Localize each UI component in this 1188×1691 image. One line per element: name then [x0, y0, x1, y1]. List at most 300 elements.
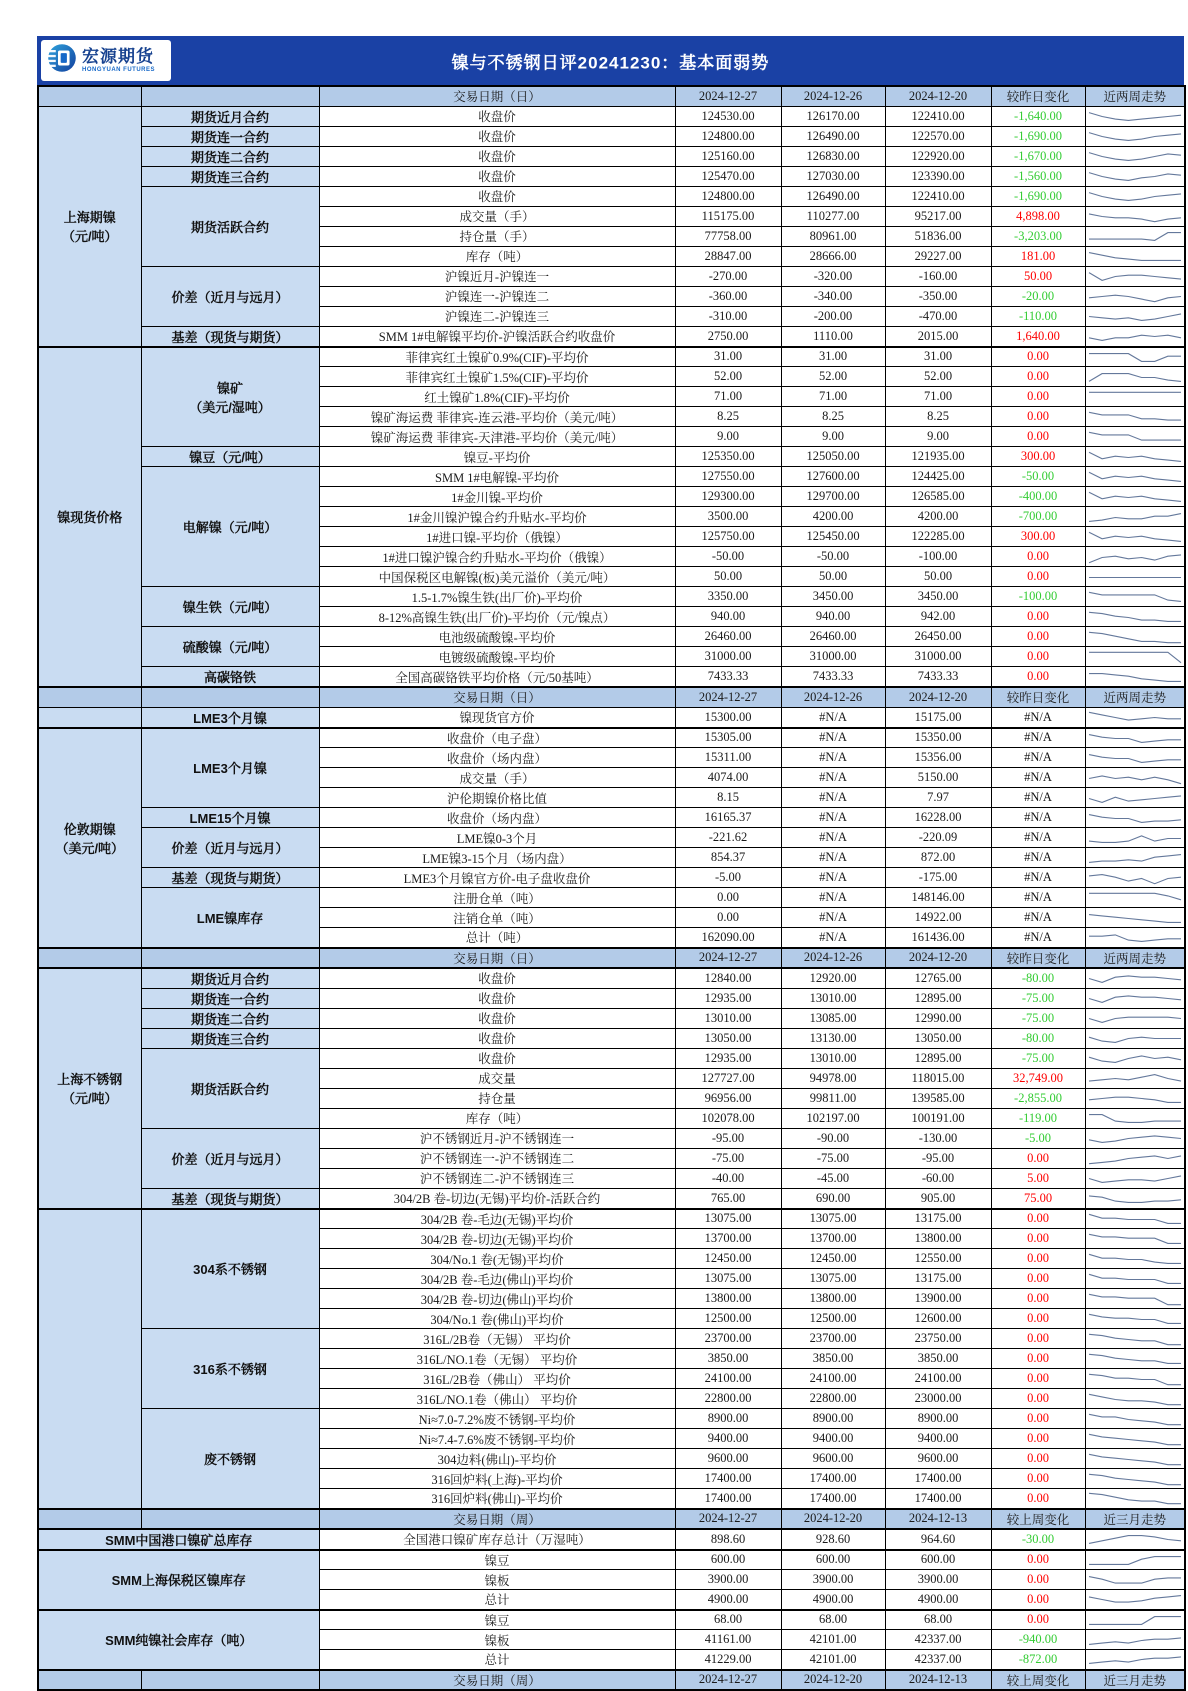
- value-cell: 15311.00: [675, 748, 781, 768]
- change-cell: -75.00: [991, 1008, 1085, 1028]
- value-cell: 0.00: [675, 908, 781, 928]
- value-cell: 129300.00: [675, 487, 781, 507]
- value-cell: 26460.00: [675, 627, 781, 647]
- value-cell: 161436.00: [885, 928, 991, 948]
- indicator-cell: 316L/2B卷（佛山） 平均价: [319, 1369, 675, 1389]
- value-cell: 8.25: [675, 407, 781, 427]
- change-cell: 0.00: [991, 547, 1085, 567]
- change-cell: 0.00: [991, 1289, 1085, 1309]
- change-cell: -1,670.00: [991, 146, 1085, 166]
- subcategory-cell: 基差（现货与期货）: [141, 1188, 319, 1209]
- sparkline-cell: [1085, 1409, 1185, 1429]
- trade-date-header: 交易日期（日）: [319, 86, 675, 106]
- subcategory-cell: 高碳铬铁: [141, 667, 319, 688]
- value-cell: 13075.00: [781, 1209, 885, 1229]
- indicator-cell: 304/No.1 卷(无锡)平均价: [319, 1249, 675, 1269]
- header-spacer-cell: [141, 1509, 319, 1529]
- value-cell: -270.00: [675, 266, 781, 286]
- change-cell: #N/A: [991, 828, 1085, 848]
- value-cell: 8.25: [781, 407, 885, 427]
- change-column-header: 较昨日变化: [991, 86, 1085, 106]
- value-cell: 29227.00: [885, 246, 991, 266]
- change-cell: -50.00: [991, 467, 1085, 487]
- value-cell: 110277.00: [781, 206, 885, 226]
- value-cell: 115175.00: [675, 206, 781, 226]
- value-cell: 9600.00: [885, 1449, 991, 1469]
- indicator-cell: 304/2B 卷-毛边(无锡)平均价: [319, 1209, 675, 1229]
- trend-column-header: 近两周走势: [1085, 948, 1185, 968]
- value-cell: 3900.00: [675, 1570, 781, 1590]
- indicator-cell: 沪镍近月-沪镍连一: [319, 266, 675, 286]
- sparkline-cell: [1085, 748, 1185, 768]
- indicator-cell: 316L/NO.1卷（无锡） 平均价: [319, 1349, 675, 1369]
- header-spacer-cell: [141, 687, 319, 707]
- change-cell: 0.00: [991, 647, 1085, 667]
- indicator-cell: 库存（吨）: [319, 246, 675, 266]
- change-cell: 1,640.00: [991, 326, 1085, 347]
- value-cell: 12990.00: [885, 1008, 991, 1028]
- sparkline-cell: [1085, 647, 1185, 667]
- sparkline-cell: [1085, 467, 1185, 487]
- change-cell: 0.00: [991, 1329, 1085, 1349]
- change-cell: 0.00: [991, 387, 1085, 407]
- indicator-cell: 总计: [319, 1650, 675, 1670]
- value-cell: 15350.00: [885, 728, 991, 748]
- value-cell: -130.00: [885, 1128, 991, 1148]
- value-cell: 15175.00: [885, 707, 991, 728]
- value-cell: 125160.00: [675, 146, 781, 166]
- value-cell: 31000.00: [675, 647, 781, 667]
- sparkline-cell: [1085, 1148, 1185, 1168]
- subcategory-cell: 基差（现货与期货）: [141, 326, 319, 347]
- value-cell: 15356.00: [885, 748, 991, 768]
- subcategory-cell: 期货连二合约: [141, 146, 319, 166]
- date-column-header: 2024-12-26: [781, 687, 885, 707]
- sparkline-cell: [1085, 487, 1185, 507]
- date-column-header: 2024-12-27: [675, 948, 781, 968]
- change-cell: 300.00: [991, 447, 1085, 467]
- value-cell: 7433.33: [781, 667, 885, 688]
- indicator-cell: 电池级硫酸镍-平均价: [319, 627, 675, 647]
- value-cell: 50.00: [781, 567, 885, 587]
- value-cell: 122410.00: [885, 106, 991, 126]
- sparkline-cell: [1085, 1088, 1185, 1108]
- value-cell: 17400.00: [781, 1489, 885, 1509]
- value-cell: 24100.00: [675, 1369, 781, 1389]
- subcategory-cell: 期货连一合约: [141, 126, 319, 146]
- value-cell: 3850.00: [885, 1349, 991, 1369]
- value-cell: 52.00: [781, 367, 885, 387]
- value-cell: 12935.00: [675, 1048, 781, 1068]
- sparkline-cell: [1085, 447, 1185, 467]
- value-cell: 3900.00: [781, 1570, 885, 1590]
- change-cell: #N/A: [991, 788, 1085, 808]
- sparkline-cell: [1085, 1329, 1185, 1349]
- value-cell: 77758.00: [675, 226, 781, 246]
- value-cell: 126490.00: [781, 126, 885, 146]
- value-cell: 942.00: [885, 607, 991, 627]
- value-cell: 17400.00: [675, 1469, 781, 1489]
- value-cell: 52.00: [675, 367, 781, 387]
- value-cell: 13050.00: [885, 1028, 991, 1048]
- value-cell: 13010.00: [781, 1048, 885, 1068]
- indicator-cell: SMM 1#电解镍平均价-沪镍活跃合约收盘价: [319, 326, 675, 347]
- value-cell: 872.00: [885, 848, 991, 868]
- value-cell: 13010.00: [675, 1008, 781, 1028]
- change-cell: -100.00: [991, 587, 1085, 607]
- change-cell: -2,855.00: [991, 1088, 1085, 1108]
- indicator-cell: 304/2B 卷-毛边(佛山)平均价: [319, 1269, 675, 1289]
- sparkline-cell: [1085, 206, 1185, 226]
- change-cell: 0.00: [991, 1590, 1085, 1610]
- sparkline-cell: [1085, 246, 1185, 266]
- value-cell: 9600.00: [781, 1449, 885, 1469]
- subcategory-cell: 价差（近月与远月）: [141, 266, 319, 326]
- value-cell: 9.00: [781, 427, 885, 447]
- subcategory-cell: 期货近月合约: [141, 968, 319, 989]
- value-cell: 13075.00: [675, 1209, 781, 1229]
- sparkline-cell: [1085, 1168, 1185, 1188]
- indicator-cell: 镍豆: [319, 1610, 675, 1630]
- trend-column-header: 近三月走势: [1085, 1509, 1185, 1529]
- category-cell: 上海不锈钢 （元/吨）: [38, 968, 141, 1209]
- subcategory-cell: 废不锈钢: [141, 1409, 319, 1509]
- subcategory-cell: 电解镍（元/吨）: [141, 467, 319, 587]
- sparkline-cell: [1085, 888, 1185, 908]
- change-cell: 0.00: [991, 1610, 1085, 1630]
- value-cell: 2750.00: [675, 326, 781, 347]
- header-spacer-cell: [38, 687, 141, 707]
- change-column-header: 较上周变化: [991, 1509, 1085, 1529]
- change-cell: -400.00: [991, 487, 1085, 507]
- sparkline-cell: [1085, 1389, 1185, 1409]
- sparkline-cell: [1085, 1269, 1185, 1289]
- value-cell: -75.00: [781, 1148, 885, 1168]
- sparkline-cell: [1085, 988, 1185, 1008]
- value-cell: 100191.00: [885, 1108, 991, 1128]
- sparkline-cell: [1085, 627, 1185, 647]
- value-cell: 102078.00: [675, 1108, 781, 1128]
- value-cell: 5150.00: [885, 768, 991, 788]
- date-column-header: 2024-12-27: [675, 1670, 781, 1690]
- sparkline-cell: [1085, 1229, 1185, 1249]
- indicator-cell: 持仓量: [319, 1088, 675, 1108]
- value-cell: 12450.00: [781, 1249, 885, 1269]
- sparkline-cell: [1085, 667, 1185, 688]
- change-cell: 0.00: [991, 627, 1085, 647]
- indicator-cell: 收盘价: [319, 988, 675, 1008]
- value-cell: 964.60: [885, 1529, 991, 1550]
- sparkline-cell: [1085, 1249, 1185, 1269]
- change-column-header: 较昨日变化: [991, 687, 1085, 707]
- sparkline-cell: [1085, 1028, 1185, 1048]
- value-cell: 23750.00: [885, 1329, 991, 1349]
- value-cell: 23700.00: [675, 1329, 781, 1349]
- value-cell: #N/A: [781, 908, 885, 928]
- change-cell: 0.00: [991, 1550, 1085, 1570]
- change-cell: -119.00: [991, 1108, 1085, 1128]
- indicator-cell: 库存（吨）: [319, 1108, 675, 1128]
- subcategory-cell: 镍矿 （美元/湿吨）: [141, 347, 319, 447]
- indicator-cell: 304边料(佛山)-平均价: [319, 1449, 675, 1469]
- value-cell: 13175.00: [885, 1269, 991, 1289]
- value-cell: 854.37: [675, 848, 781, 868]
- sparkline-cell: [1085, 387, 1185, 407]
- value-cell: 12765.00: [885, 968, 991, 989]
- category-cell: 伦敦期镍 （美元/吨）: [38, 728, 141, 948]
- value-cell: 50.00: [675, 567, 781, 587]
- sparkline-cell: [1085, 1008, 1185, 1028]
- sparkline-cell: [1085, 186, 1185, 206]
- value-cell: 1110.00: [781, 326, 885, 347]
- value-cell: 905.00: [885, 1188, 991, 1209]
- indicator-cell: 镍豆-平均价: [319, 447, 675, 467]
- value-cell: 13175.00: [885, 1209, 991, 1229]
- indicator-cell: 沪伦期镍价格比值: [319, 788, 675, 808]
- value-cell: 9.00: [675, 427, 781, 447]
- indicator-cell: 全国高碳铬铁平均价格（元/50基吨）: [319, 667, 675, 688]
- indicator-cell: 1#进口镍-平均价（俄镍）: [319, 527, 675, 547]
- value-cell: 12840.00: [675, 968, 781, 989]
- subcategory-cell: 期货连二合约: [141, 1008, 319, 1028]
- change-cell: 181.00: [991, 246, 1085, 266]
- sparkline-cell: [1085, 367, 1185, 387]
- value-cell: 4900.00: [675, 1590, 781, 1610]
- value-cell: 52.00: [885, 367, 991, 387]
- sparkline-cell: [1085, 1369, 1185, 1389]
- sparkline-cell: [1085, 1108, 1185, 1128]
- value-cell: 129700.00: [781, 487, 885, 507]
- change-cell: -30.00: [991, 1529, 1085, 1550]
- date-column-header: 2024-12-13: [885, 1670, 991, 1690]
- value-cell: 42337.00: [885, 1650, 991, 1670]
- indicator-cell: 镍现货官方价: [319, 707, 675, 728]
- change-cell: 4,898.00: [991, 206, 1085, 226]
- sparkline-cell: [1085, 1630, 1185, 1650]
- indicator-cell: 304/No.1 卷(佛山)平均价: [319, 1309, 675, 1329]
- date-column-header: 2024-12-20: [885, 86, 991, 106]
- indicator-cell: 镍豆: [319, 1550, 675, 1570]
- subcategory-cell: 期货活跃合约: [141, 1048, 319, 1128]
- indicator-cell: 收盘价（电子盘）: [319, 728, 675, 748]
- indicator-cell: 注册仓单（吨）: [319, 888, 675, 908]
- logo-name-en: HONGYUAN FUTURES: [82, 67, 156, 73]
- value-cell: -320.00: [781, 266, 885, 286]
- date-column-header: 2024-12-20: [885, 687, 991, 707]
- subcategory-cell: 316系不锈钢: [141, 1329, 319, 1409]
- indicator-cell: 镍矿海运费 菲律宾-天津港-平均价（美元/吨）: [319, 427, 675, 447]
- change-cell: #N/A: [991, 728, 1085, 748]
- value-cell: 7433.33: [885, 667, 991, 688]
- date-column-header: 2024-12-20: [781, 1670, 885, 1690]
- value-cell: 13075.00: [675, 1269, 781, 1289]
- subcategory-cell: LME镍库存: [141, 888, 319, 948]
- indicator-cell: 1#金川镍沪镍合约升贴水-平均价: [319, 507, 675, 527]
- value-cell: 8.25: [885, 407, 991, 427]
- value-cell: 71.00: [885, 387, 991, 407]
- indicator-cell: 收盘价: [319, 1008, 675, 1028]
- change-cell: 0.00: [991, 667, 1085, 688]
- value-cell: 122920.00: [885, 146, 991, 166]
- value-cell: 68.00: [675, 1610, 781, 1630]
- value-cell: 928.60: [781, 1529, 885, 1550]
- change-cell: 0.00: [991, 367, 1085, 387]
- change-cell: #N/A: [991, 808, 1085, 828]
- value-cell: 17400.00: [885, 1489, 991, 1509]
- change-cell: 0.00: [991, 1369, 1085, 1389]
- value-cell: -75.00: [675, 1148, 781, 1168]
- value-cell: 71.00: [781, 387, 885, 407]
- sparkline-cell: [1085, 306, 1185, 326]
- indicator-cell: SMM 1#电解镍-平均价: [319, 467, 675, 487]
- value-cell: 22800.00: [675, 1389, 781, 1409]
- value-cell: 8.15: [675, 788, 781, 808]
- value-cell: -360.00: [675, 286, 781, 306]
- date-column-header: 2024-12-20: [885, 948, 991, 968]
- indicator-cell: 收盘价: [319, 186, 675, 206]
- sparkline-cell: [1085, 1048, 1185, 1068]
- sparkline-cell: [1085, 547, 1185, 567]
- change-cell: -20.00: [991, 286, 1085, 306]
- indicator-cell: LME3个月镍官方价-电子盘收盘价: [319, 868, 675, 888]
- change-cell: #N/A: [991, 707, 1085, 728]
- change-cell: 300.00: [991, 527, 1085, 547]
- indicator-cell: 1.5-1.7%镍生铁(出厂价)-平均价: [319, 587, 675, 607]
- subcategory-cell: 镍豆（元/吨）: [141, 447, 319, 467]
- sparkline-cell: [1085, 527, 1185, 547]
- value-cell: 600.00: [675, 1550, 781, 1570]
- value-cell: -60.00: [885, 1168, 991, 1188]
- daily-review-table: [37, 85, 1186, 1691]
- value-cell: 127550.00: [675, 467, 781, 487]
- value-cell: 139585.00: [885, 1088, 991, 1108]
- value-cell: 690.00: [781, 1188, 885, 1209]
- value-cell: 600.00: [781, 1550, 885, 1570]
- value-cell: 125750.00: [675, 527, 781, 547]
- subcategory-cell: 304系不锈钢: [141, 1209, 319, 1329]
- change-cell: 32,749.00: [991, 1068, 1085, 1088]
- indicator-cell: LME镍0-3个月: [319, 828, 675, 848]
- value-cell: 16165.37: [675, 808, 781, 828]
- category-cell: 镍现货价格: [38, 347, 141, 688]
- value-cell: 7.97: [885, 788, 991, 808]
- subcategory-cell: LME3个月镍: [141, 728, 319, 808]
- indicator-cell: 316L/2B卷（无锡） 平均价: [319, 1329, 675, 1349]
- value-cell: -160.00: [885, 266, 991, 286]
- header-spacer-cell: [141, 1670, 319, 1690]
- change-cell: 0.00: [991, 1269, 1085, 1289]
- sparkline-cell: [1085, 427, 1185, 447]
- indicator-cell: Ni≈7.0-7.2%废不锈钢-平均价: [319, 1409, 675, 1429]
- value-cell: 4900.00: [885, 1590, 991, 1610]
- value-cell: 125470.00: [675, 166, 781, 186]
- category-cell: SMM上海保税区镍库存: [38, 1550, 319, 1610]
- subcategory-cell: 期货连一合约: [141, 988, 319, 1008]
- change-cell: 50.00: [991, 266, 1085, 286]
- indicator-cell: 316L/NO.1卷（佛山） 平均价: [319, 1389, 675, 1409]
- value-cell: 68.00: [885, 1610, 991, 1630]
- indicator-cell: 304/2B 卷-切边(无锡)平均价-活跃合约: [319, 1188, 675, 1209]
- indicator-cell: 总计（吨）: [319, 928, 675, 948]
- category-cell: SMM纯镍社会库存（吨）: [38, 1610, 319, 1670]
- value-cell: 4900.00: [781, 1590, 885, 1610]
- value-cell: 126585.00: [885, 487, 991, 507]
- value-cell: 68.00: [781, 1610, 885, 1630]
- value-cell: 12935.00: [675, 988, 781, 1008]
- indicator-cell: 镍板: [319, 1630, 675, 1650]
- value-cell: -200.00: [781, 306, 885, 326]
- sparkline-cell: [1085, 126, 1185, 146]
- change-cell: -75.00: [991, 988, 1085, 1008]
- value-cell: 24100.00: [885, 1369, 991, 1389]
- value-cell: 71.00: [675, 387, 781, 407]
- category-cell: [38, 1209, 141, 1509]
- indicator-cell: 收盘价: [319, 126, 675, 146]
- value-cell: 9.00: [885, 427, 991, 447]
- date-column-header: 2024-12-26: [781, 86, 885, 106]
- subcategory-cell: 期货近月合约: [141, 106, 319, 126]
- change-cell: #N/A: [991, 868, 1085, 888]
- sparkline-cell: [1085, 1529, 1185, 1550]
- trend-column-header: 近两周走势: [1085, 86, 1185, 106]
- value-cell: 17400.00: [781, 1469, 885, 1489]
- indicator-cell: 316回炉料(佛山)-平均价: [319, 1489, 675, 1509]
- subcategory-cell: 基差（现货与期货）: [141, 868, 319, 888]
- change-cell: 0.00: [991, 1389, 1085, 1409]
- change-cell: #N/A: [991, 928, 1085, 948]
- value-cell: 13130.00: [781, 1028, 885, 1048]
- subcategory-cell: 期货连三合约: [141, 1028, 319, 1048]
- value-cell: -95.00: [885, 1148, 991, 1168]
- value-cell: 124800.00: [675, 126, 781, 146]
- change-cell: -1,640.00: [991, 106, 1085, 126]
- change-cell: #N/A: [991, 768, 1085, 788]
- indicator-cell: 总计: [319, 1590, 675, 1610]
- value-cell: 8900.00: [885, 1409, 991, 1429]
- sparkline-cell: [1085, 828, 1185, 848]
- value-cell: 121935.00: [885, 447, 991, 467]
- change-cell: 0.00: [991, 567, 1085, 587]
- value-cell: #N/A: [781, 808, 885, 828]
- trade-date-header: 交易日期（日）: [319, 948, 675, 968]
- value-cell: 12600.00: [885, 1309, 991, 1329]
- value-cell: 3350.00: [675, 587, 781, 607]
- value-cell: 26450.00: [885, 627, 991, 647]
- value-cell: 31.00: [885, 347, 991, 367]
- value-cell: 41161.00: [675, 1630, 781, 1650]
- header-spacer-cell: [38, 86, 141, 106]
- sparkline-cell: [1085, 166, 1185, 186]
- indicator-cell: 1#金川镍-平均价: [319, 487, 675, 507]
- indicator-cell: 沪镍连一-沪镍连二: [319, 286, 675, 306]
- indicator-cell: 电镀级硫酸镍-平均价: [319, 647, 675, 667]
- change-cell: #N/A: [991, 748, 1085, 768]
- value-cell: 102197.00: [781, 1108, 885, 1128]
- subcategory-cell: 期货活跃合约: [141, 186, 319, 266]
- change-cell: 0.00: [991, 1229, 1085, 1249]
- indicator-cell: 收盘价: [319, 1048, 675, 1068]
- value-cell: 15300.00: [675, 707, 781, 728]
- title-bar: [37, 36, 1184, 85]
- sparkline-cell: [1085, 146, 1185, 166]
- header-spacer-cell: [141, 948, 319, 968]
- change-cell: 0.00: [991, 1489, 1085, 1509]
- change-cell: -5.00: [991, 1128, 1085, 1148]
- sparkline-cell: [1085, 226, 1185, 246]
- value-cell: 127030.00: [781, 166, 885, 186]
- subcategory-cell: LME15个月镍: [141, 808, 319, 828]
- value-cell: 127727.00: [675, 1068, 781, 1088]
